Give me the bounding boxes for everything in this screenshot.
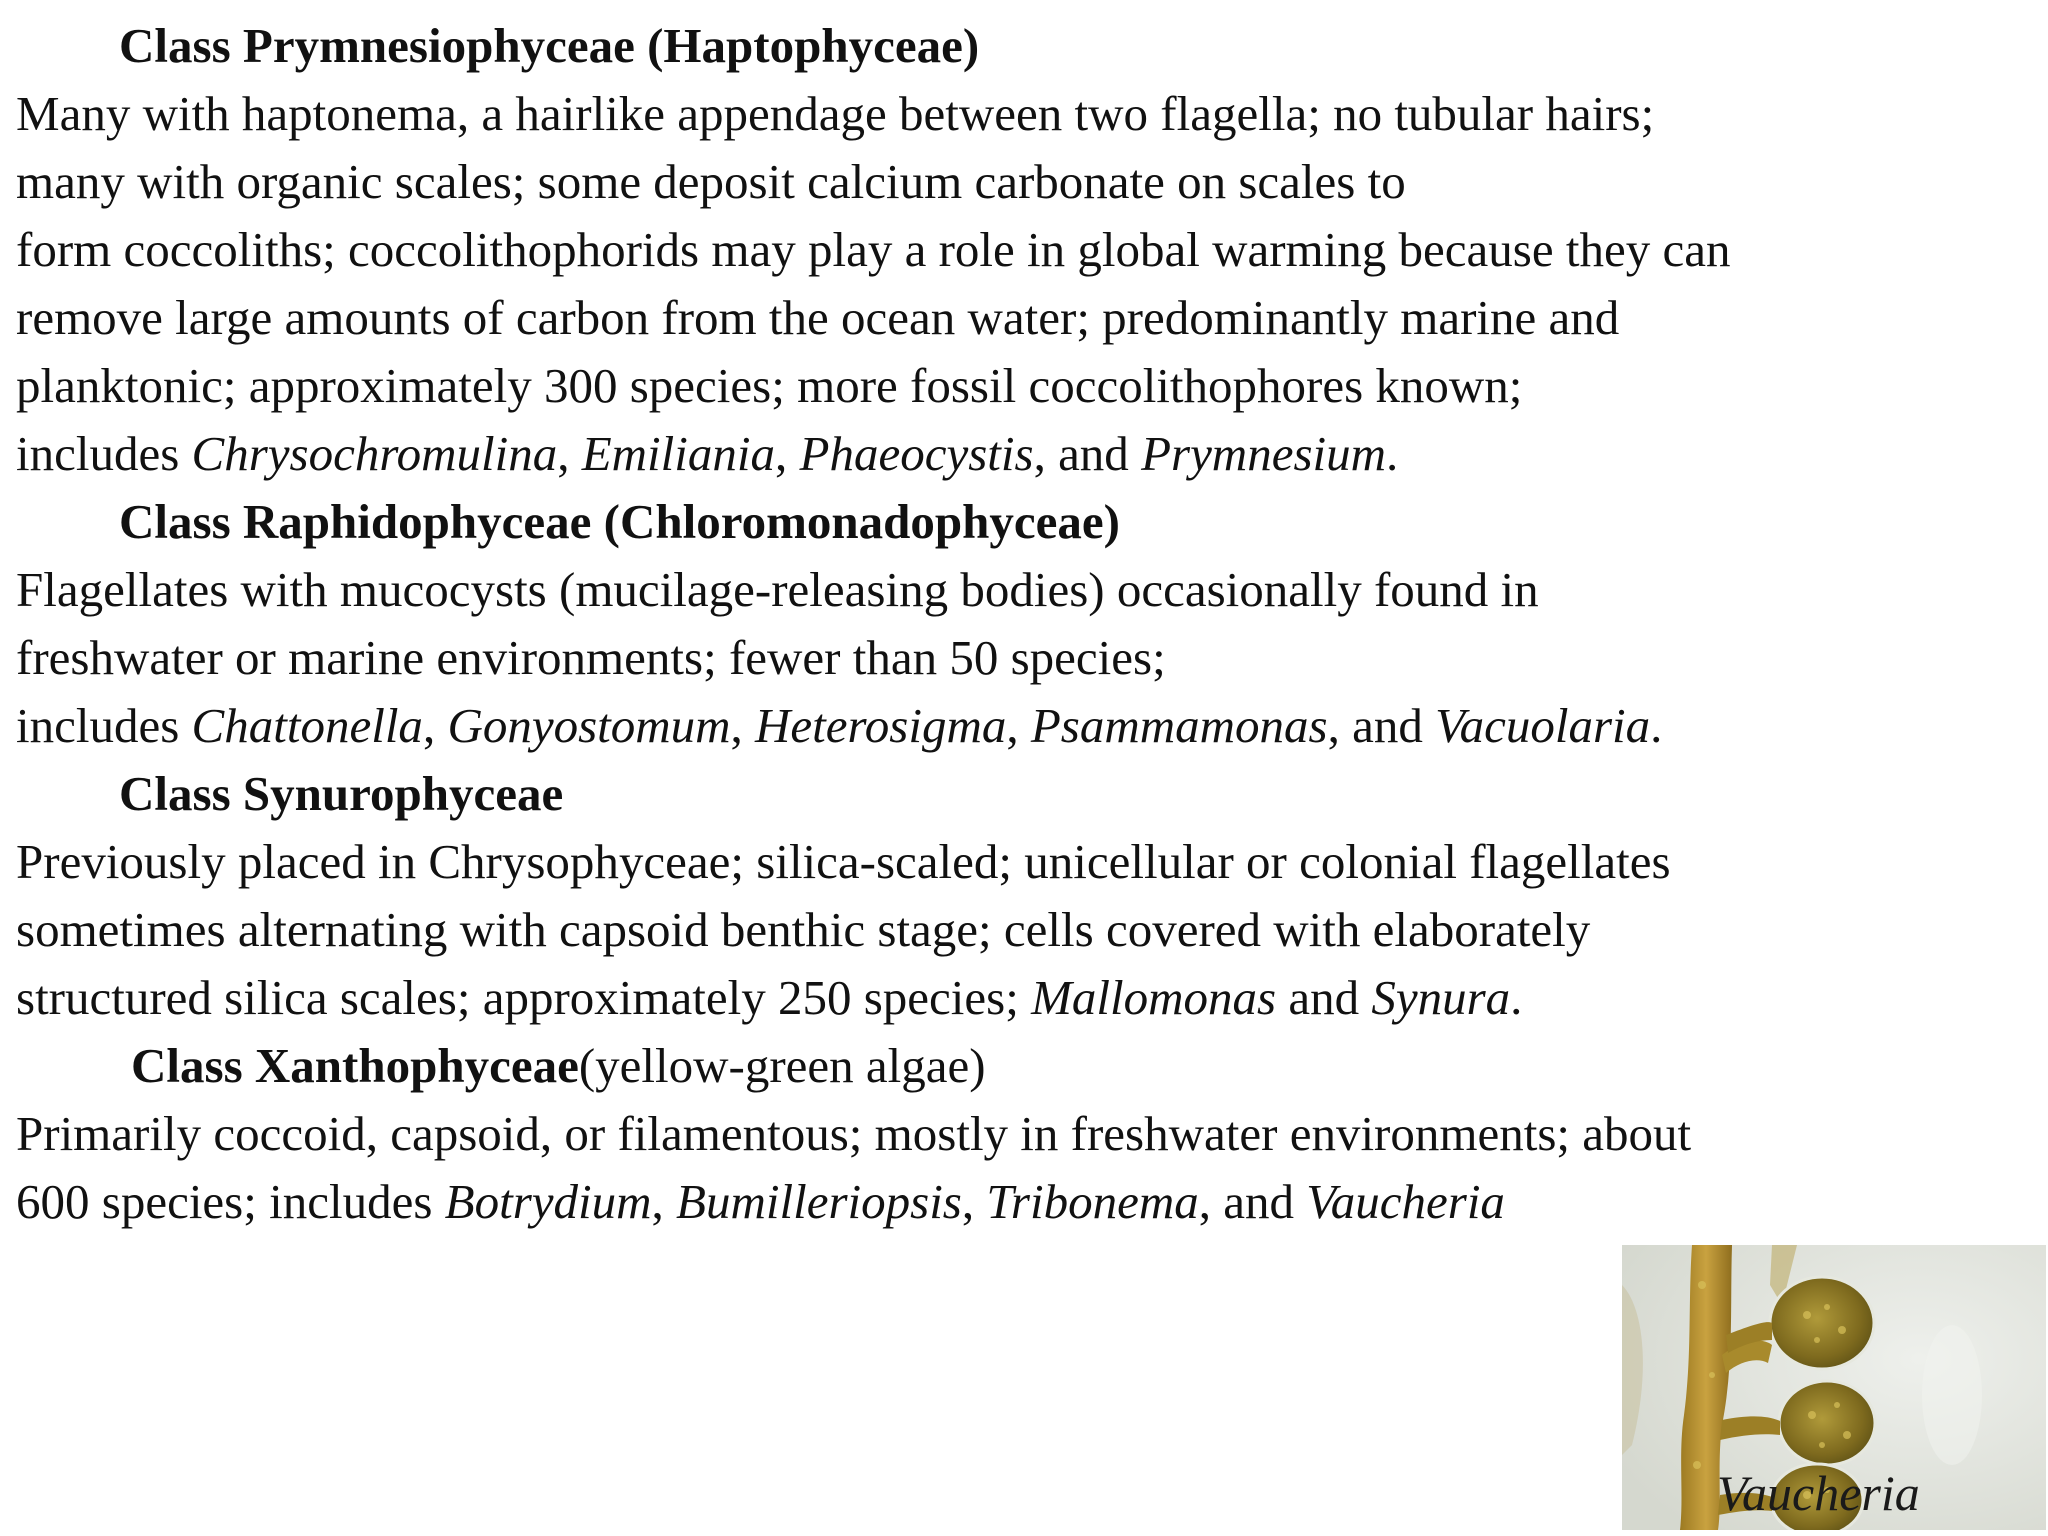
text-run: , [730, 698, 756, 753]
text-run: , [775, 426, 800, 481]
class-xanthophyceae-heading [16, 1032, 2036, 1100]
text-run: , and [1198, 1174, 1307, 1229]
genus-name: Vaucheria [1306, 1174, 1505, 1229]
text-run: , [557, 426, 582, 481]
genus-name: Heterosigma [755, 698, 1007, 753]
syn-line-2: sometimes alternating with capsoid benthic stage; cells covered with elaborately [16, 902, 1591, 957]
raph-line-1: Flagellates with mucocysts (mucilage-releasing bodies) occasionally found in [16, 562, 1539, 617]
text-run: , [1006, 698, 1031, 753]
genus-name: Chrysochromulina [191, 426, 558, 481]
text-run: , and [1033, 426, 1142, 481]
text-run: includes [16, 698, 192, 753]
syn-line-1: Previously placed in Chrysophyceae; silica-scaled; unicellular or colonial flagellates [16, 834, 1671, 889]
genus-name: Tribonema [986, 1174, 1199, 1229]
genus-name: Vacuolaria [1435, 698, 1651, 753]
text-run: , [422, 698, 448, 753]
class-prymnesiophyceae-heading: Class Prymnesiophyceae (Haptophyceae) [119, 18, 980, 73]
class-synurophyceae-heading: Class Synurophyceae [119, 766, 564, 821]
genus-name: Emiliania [581, 426, 776, 481]
raph-line-2: freshwater or marine environments; fewer than 50 species; [16, 630, 1166, 685]
text-run: and [1276, 970, 1372, 1025]
prym-line-2: many with organic scales; some deposit calcium carbonate on scales to [16, 154, 1406, 209]
text-run: . [1386, 426, 1399, 481]
text-run: . [1650, 698, 1663, 753]
text-run: 600 species; includes [16, 1174, 445, 1229]
document-body [16, 12, 2036, 1236]
heading-bold-text: Class Xanthophyceae [131, 1038, 579, 1093]
prym-line-4: remove large amounts of carbon from the ocean water; predominantly marine and [16, 290, 1620, 345]
genus-name: Bumilleriopsis [676, 1174, 962, 1229]
text-run: , and [1327, 698, 1436, 753]
genus-name: Prymnesium [1141, 426, 1387, 481]
genus-name: Phaeocystis [799, 426, 1034, 481]
genus-name: Botrydium [444, 1174, 652, 1229]
prym-line-6 [16, 420, 2036, 488]
text-run: , [961, 1174, 987, 1229]
genus-name: Psammamonas [1030, 698, 1328, 753]
vaucheria-micrograph [1622, 1245, 2046, 1530]
class-raphidophyceae-heading: Class Raphidophyceae (Chloromonadophyceae) [119, 494, 1120, 549]
genus-name: Synura [1371, 970, 1511, 1025]
text-run: , [651, 1174, 677, 1229]
prym-line-5: planktonic; approximately 300 species; more fossil coccolithophores known; [16, 358, 1523, 413]
xan-line-2 [16, 1168, 2036, 1236]
syn-line-3 [16, 964, 2036, 1032]
xan-line-1: Primarily coccoid, capsoid, or filamentous; mostly in freshwater environments; about [16, 1106, 1692, 1161]
text-run: includes [16, 426, 192, 481]
genus-name: Gonyostomum [447, 698, 731, 753]
raph-line-3 [16, 692, 2036, 760]
genus-name: Chattonella [191, 698, 423, 753]
heading-note: (yellow-green algae) [578, 1038, 986, 1093]
photo-caption: Vaucheria [1717, 1465, 1920, 1521]
prym-line-1: Many with haptonema, a hairlike appendage between two flagella; no tubular hairs; [16, 86, 1655, 141]
text-run: structured silica scales; approximately 250 species; [16, 970, 1032, 1025]
prym-line-3: form coccoliths; coccolithophorids may play a role in global warming because they can [16, 222, 1731, 277]
text-run: . [1510, 970, 1523, 1025]
genus-name: Mallomonas [1031, 970, 1277, 1025]
